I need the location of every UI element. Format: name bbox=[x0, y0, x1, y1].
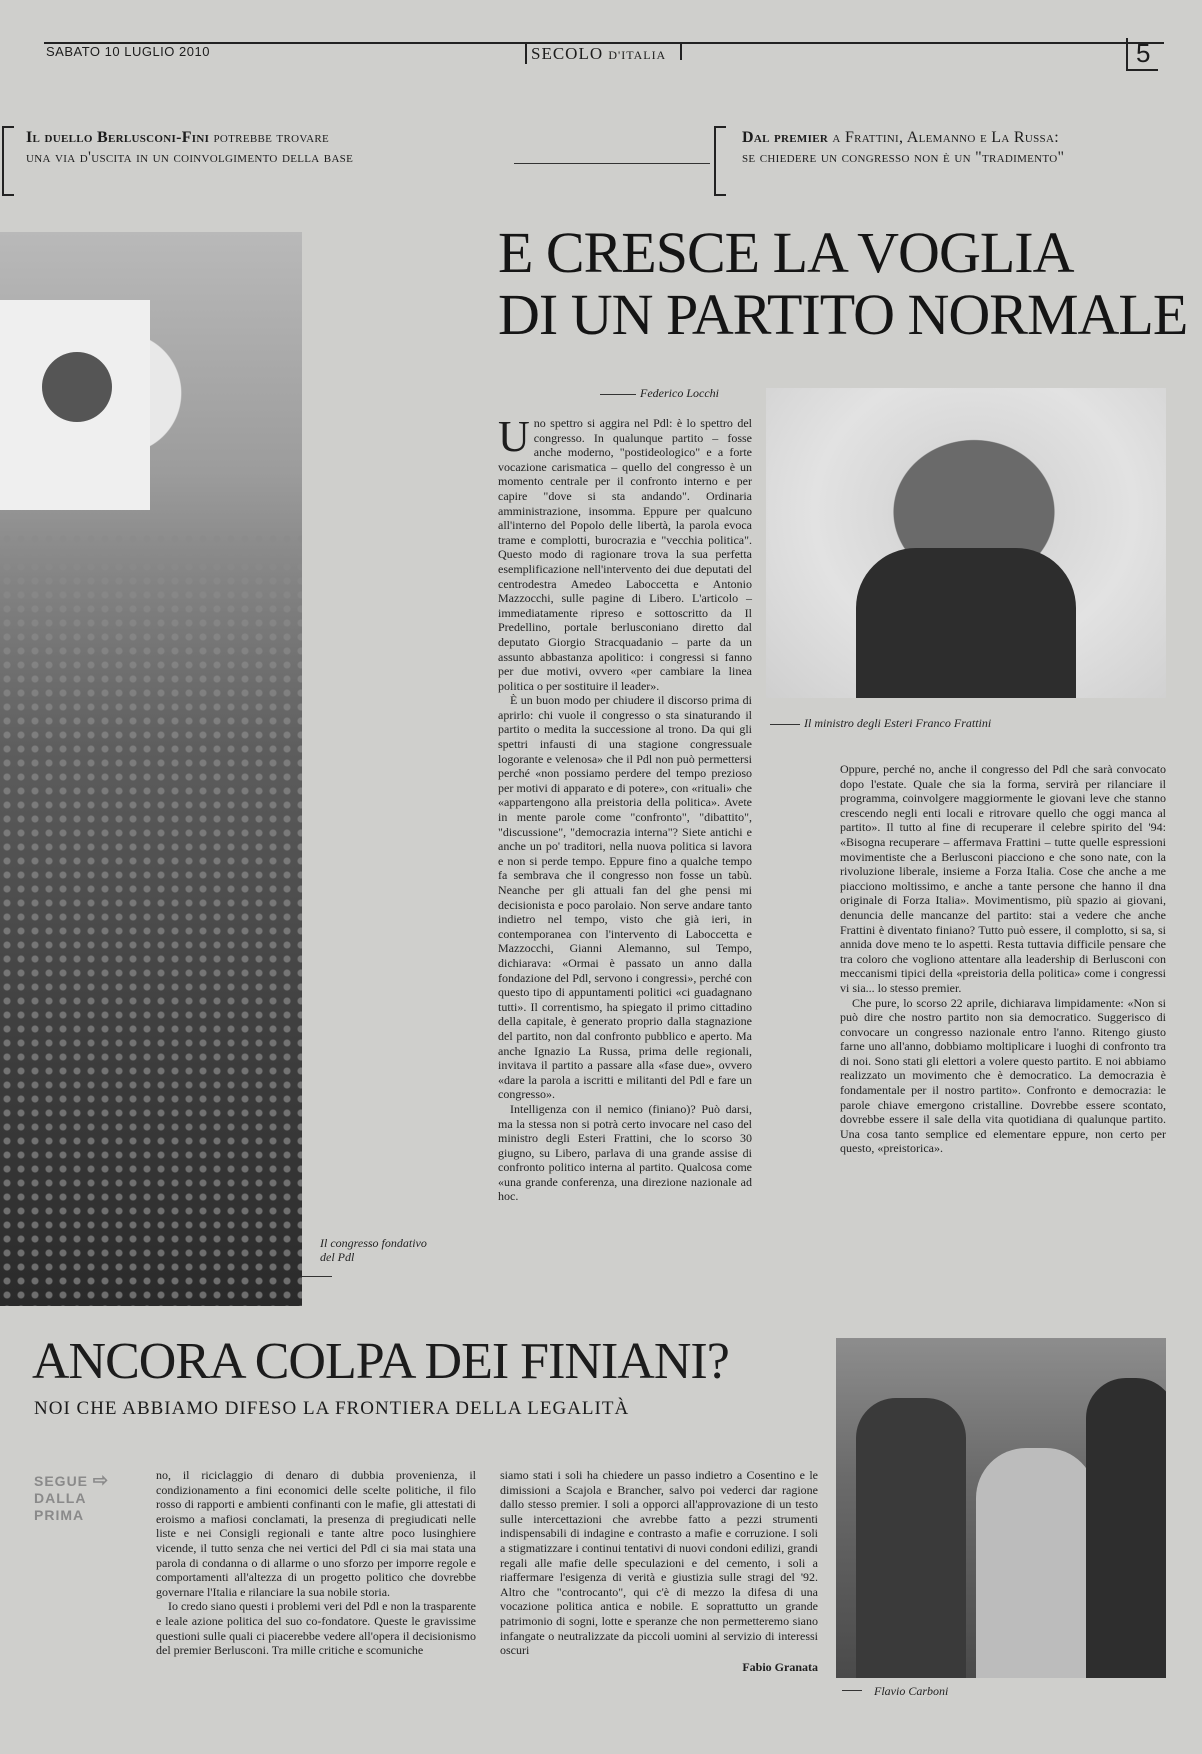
masthead bbox=[525, 44, 666, 64]
article2-paragraph-2: Io credo siano questi i problemi veri del Pdl e non la trasparente e leale azione politica del suo co-fondatore. Queste le gravissime questioni sulle quali ci piacerebbe vedere all'opera il decisionismo del premier Berlusconi. Tra mille critiche e scomuniche bbox=[156, 1599, 476, 1658]
headline-line1: E CRESCE LA VOGLIA bbox=[498, 220, 1074, 285]
article1-column-1 bbox=[498, 412, 752, 1204]
article2-paragraph-1: no, il riciclaggio di denaro di dubbia provenienza, il condizionamento a fini economici delle scelte politiche, il filo rosso di rapporti e ambienti confinanti con le mafie, gli attestati di eroismo a mafiosi conclamati, la presenza di pregiudicati nelle liste e nei Consigli regionali e tante altre poco lusinghiere vicende, il tutto senza che nei vertici del Pdl ci sia mai stata una parola di condanna o di allarme o uno sforzo per imporre regole e comportamenti all'altezza di un progetto politico che dovrebbe governare l'Italia e rilanciare la sua nobile storia. bbox=[156, 1468, 476, 1599]
left-kicker bbox=[26, 128, 353, 168]
article1-paragraph-4: Oppure, perché no, anche il congresso del Pdl che sarà convocato dopo l'estate. Quale che sia la forma, servirà per rilanciare il programma, coinvolgere maggiormente le giovani leve che stanno crescendo negli enti locali e ritrovare quello che oggi manca al partito». Il tutto al fine di recuperare il celebre spirito del '94: «Bisogna recuperare – affermava Frattini – tutte quelle espressioni movimentiste che a Berlusconi piacciono e che sono nate, con la rivoluzione liberale, insieme a Forza Italia. Cose che anche a me piacciono moltissimo, e anche a tante persone che hanno il dna originale di Forza Italia». Movimentismo, più spazio ai giovani, denuncia delle mancanze del partito: stai a vedere che anche Frattini è diventato finiano? Tutto può essere, il complotto, si sa, si annida dove meno te lo aspetti. Resta tuttavia difficile pensare che tra coloro che vogliono attentare alla leadership di Berlusconi con meccanismi tipici della «preistoria della politica» come i congressi vi sia... lo stesso premier. bbox=[840, 762, 1166, 995]
frattini-photo bbox=[766, 388, 1166, 698]
crowd-caption-line2: del Pdl bbox=[320, 1250, 355, 1264]
article2-headline: ANCORA COLPA DEI FINIANI? bbox=[32, 1333, 729, 1390]
carboni-photo bbox=[836, 1338, 1166, 1678]
masthead-subtitle: D'ITALIA bbox=[608, 48, 667, 62]
speaker-figure bbox=[42, 352, 112, 422]
article1-paragraph-5: Che pure, lo scorso 22 aprile, dichiarava limpidamente: «Non si può dire che nostro partito non sia democratico. Suggerisco di convocare un congresso nazionale entro l'anno. Ritengo giusto farne uno all'anno, dobbiamo moltiplicare i luoghi di confronto tra di noi. Sono stati gli elettori a volere questo partito. E noi abbiamo realizzato un movimento che è democratico. La democrazia è fondamentale per il nostro partito». Confronto e democrazia: le parole chiave emergono cristalline. Dovrebbe essere scontato, dovrebbe essere il sale della vita quotidiana di qualunque partito. Una cosa tanto semplice ed elementare eppure, non certo per questo, «preistorica». bbox=[840, 995, 1166, 1156]
congress-crowd-photo bbox=[0, 232, 302, 1306]
article2-subhead: NOI CHE ABBIAMO DIFESO LA FRONTIERA DELLA LEGALITÀ bbox=[34, 1398, 630, 1419]
article2-signature: Fabio Granata bbox=[742, 1659, 818, 1674]
article1-column-2 bbox=[840, 762, 1166, 1156]
left-kicker-bold: Il duello Berlusconi-Fini bbox=[26, 129, 210, 146]
right-kicker-bracket bbox=[714, 126, 726, 196]
segue-line3: PRIMA bbox=[34, 1507, 85, 1523]
article2-paragraph-3: siamo stati i soli ha chiedere un passo indietro a Cosentino e le dimissioni a Scajola e Brancher, salvo poi vederci dar ragione dallo stesso premier. I soli a opporci all'approvazione di un testo sulle intercettazioni che avrebbe fatto a pezzi strumenti indispensabili di indagine e contrasto a mafie e corruzione. I soli a stigmatizzare i continui tentativi di nuovi condoni edilizi, grandi regali alle mafie delle speculazioni e del cemento, i soli a riaffermare l'esigenza di verità e giustizia sulle stragi del '92. Altro che "controcanto", qui c'è di mezzo la difesa di una vocazione politica antica e nobile. E soprattutto un grande patrimonio di sogni, lotte e speranze che non permetteremo siano infangate o neutralizzate da piccoli uomini al servizio di interessi oscuri bbox=[500, 1468, 818, 1658]
crowd-caption-line1: Il congresso fondativo bbox=[320, 1236, 427, 1250]
officer-figure-right bbox=[1086, 1378, 1166, 1678]
carboni-photo-caption: Flavio Carboni bbox=[874, 1684, 949, 1698]
dropcap: U bbox=[498, 412, 530, 461]
officer-figure-left bbox=[856, 1398, 966, 1678]
frattini-figure bbox=[856, 548, 1076, 698]
segue-dalla-prima bbox=[34, 1472, 109, 1524]
right-kicker-line2: se chiedere un congresso non è un "tradimento" bbox=[742, 149, 1065, 166]
frattini-photo-caption: Il ministro degli Esteri Franco Frattini bbox=[804, 716, 992, 730]
segue-line2: DALLA bbox=[34, 1490, 87, 1506]
right-kicker-bold: Dal premier bbox=[742, 129, 829, 146]
right-kicker-rest: a Frattini, Alemanno e La Russa: bbox=[828, 129, 1059, 146]
article1-byline: Federico Locchi bbox=[600, 386, 719, 401]
article2-column-1 bbox=[156, 1468, 476, 1658]
left-kicker-rest: potrebbe trovare bbox=[209, 129, 330, 146]
issue-date: SABATO 10 LUGLIO 2010 bbox=[46, 44, 210, 59]
left-kicker-line2: una via d'uscita in un coinvolgimento della base bbox=[26, 149, 354, 166]
arrow-right-icon: ⇨ bbox=[92, 1470, 109, 1490]
carboni-figure bbox=[976, 1448, 1096, 1678]
segue-line1: SEGUE ⇨ bbox=[34, 1470, 109, 1490]
page-number: 5 bbox=[1126, 38, 1158, 71]
masthead-divider bbox=[680, 44, 682, 60]
article2-column-2 bbox=[500, 1468, 818, 1674]
kicker-divider bbox=[514, 163, 710, 164]
carboni-caption-rule bbox=[842, 1690, 862, 1691]
article1-paragraph-2: È un buon modo per chiudere il discorso prima di aprirlo: chi vuole il congresso o sta sinaturando il partito o medita la successione al trono. Da qui gli spettri infausti di una stagione congressuale logorante e velenosa» che il Pdl non può permettersi perché «non possiamo perdere del tempo prezioso per motivi di apparato e di potere», con «rituali» che «appartengono alla preistoria della politica». Avete in mente parole come "confronto", "dibattito", "discussione", "democrazia interna"? Siete antichi e anche un po' traditori, nella nuova politica si lavora e non si perde tempo. Eppure fino a qualche tempo fa sembrava che il congresso non fosse un tabù. Neanche per gli attuali fan del ghe pensi mi decisionista e poco parolaio. Non serve andare tanto indietro nel tempo, visto che già ieri, in contemporanea con l'intervento di Laboccetta e Mazzocchi, Gianni Alemanno, sul Tempo, dichiarava: «Ormai è passato un anno dalla fondazione del Pdl, servono i congressi», perché con questo tipo di appuntamenti politici «ci guadagnano tutti». Il correntismo, ha spiegato il primo cittadino della capitale, è generato proprio dalla stagnazione del partito, non dal confronto pubblico e aperto. Ma anche Ignazio La Russa, prima delle regionali, invitava il partito a passare alla «fase due», ovvero «dare la parola a iscritti e militanti del Pdl e fare un congresso». bbox=[498, 693, 752, 1102]
crowd-photo-caption bbox=[320, 1236, 460, 1264]
article1-paragraph-3: Intelligenza con il nemico (finiano)? Può darsi, ma la stessa non si potrà certo invocare nel caso del ministro degli Esteri Frattini, che lo scorso 30 giugno, su Libero, parlava di una grande assise di confronto politico interna al partito. Qualcosa come «una grande conferenza, una direzione nazionale ad hoc. bbox=[498, 1101, 752, 1204]
right-kicker bbox=[742, 128, 1064, 168]
article1-headline bbox=[498, 222, 1187, 346]
frattini-caption-rule bbox=[770, 724, 800, 725]
headline-line2: DI UN PARTITO NORMALE bbox=[498, 282, 1188, 347]
left-kicker-bracket bbox=[2, 126, 14, 196]
article1-paragraph-1-text: no spettro si aggira nel Pdl: è lo spettro del congresso. In qualunque partito – fosse anche moderno, "postideologico" e a forte vocazione carismatica – quello del congresso è un momento centrale per il confronto interno e per capire "dove si sta andando". Ordinaria amministrazione, insomma. Eppure per qualcuno all'interno del Popolo delle libertà, la parola evoca trame e complotti, burocrazia e "vecchia politica". Questo modo di ragionare trova la sua perfetta esemplificazione nell'intervento dei due deputati del centrodestra Amedeo Laboccetta e Antonio Mazzocchi, sulle pagine di Libero. L'articolo – immediatamente ripreso e sottoscritto da Il Predellino, portale berlusconiano diretto dal deputato Giorgio Stracquadanio – parte da un assunto abbastanza apolitico: i congressi si fanno per due motivi, ovvero «per cambiare la linea politica o per sostituire il leader». bbox=[498, 416, 752, 693]
article1-paragraph-1 bbox=[498, 412, 752, 693]
masthead-title: SECOLO bbox=[531, 44, 604, 63]
crowd-texture bbox=[0, 532, 302, 1306]
crowd-caption-rule bbox=[302, 1276, 332, 1277]
